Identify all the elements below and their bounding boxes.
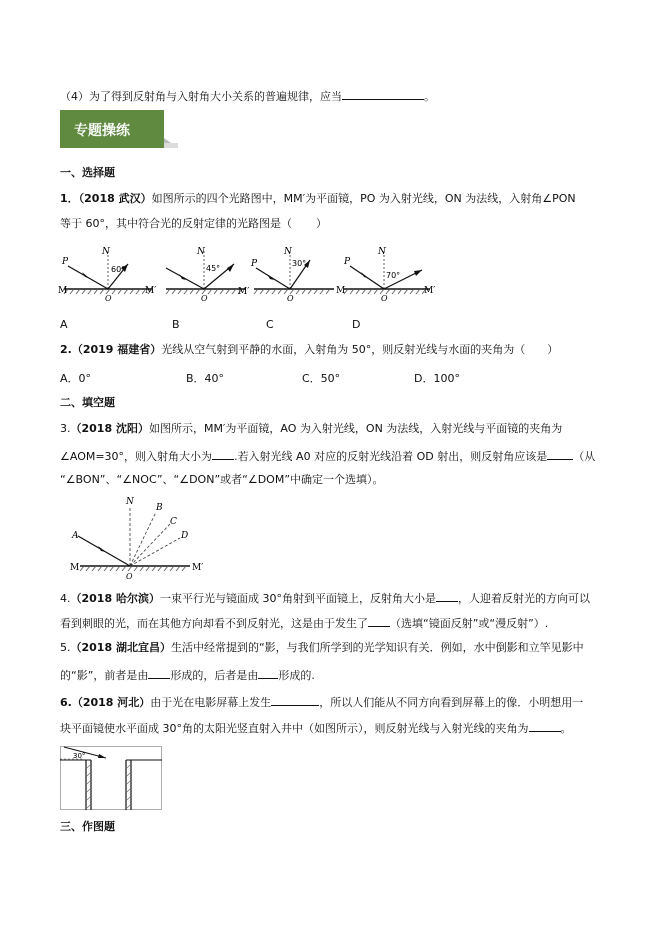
q3-fig-label-n: N	[126, 497, 134, 507]
q3-blank-2	[547, 448, 573, 460]
section-heading-3: 三、作图题	[60, 820, 115, 833]
q3-fig-label-a: A	[72, 531, 79, 541]
q4-line-2: 看到刺眼的光，而在其他方向却看不到反射光，这是由于发生了 （选填“镜面反射”或“漫反射”）.	[60, 617, 549, 630]
q2-option-b: B．40°	[186, 372, 225, 385]
q4-blank-2	[368, 615, 390, 627]
fig-b-label-o: O	[201, 294, 208, 302]
q3-source: （2018 沈阳）	[70, 422, 149, 435]
q3-fig-label-d: D	[181, 531, 189, 541]
q4-blank	[342, 88, 424, 100]
q6-fig-angle: 30°	[73, 752, 86, 760]
fig-c-label-o: O	[287, 294, 294, 302]
fig-b-angle: 45°	[206, 264, 221, 273]
fig-d-label-m: M	[336, 286, 346, 296]
q3-fig-label-m: M	[70, 563, 80, 573]
q1-figure-b	[160, 244, 252, 302]
fig-a-label-p: P	[62, 257, 69, 267]
q4-line-1: 4.（2018 哈尔滨）一束平行光与镜面成 30°角射到平面镜上，反射角大小是 ，人迎着反射光的方向可以	[60, 592, 590, 605]
banner-title: 专题操练	[74, 123, 130, 139]
q3-fig-label-b: B	[156, 503, 163, 513]
q3-fig-label-m2: M′	[192, 563, 204, 573]
fig-c-angle: 30°	[292, 259, 307, 268]
fig-a-label-n: N	[102, 247, 110, 257]
fig-b-label-n: N	[197, 247, 205, 257]
q6-source: （2018 河北）	[71, 696, 151, 709]
q1-option-c: C	[266, 318, 274, 331]
q3-line-3: “∠BON”、“∠NOC”、“∠DON”或者“∠DOM”中确定一个选填）。	[60, 473, 384, 486]
q6-line-1: 6.（2018 河北）由于光在电影屏幕上发生 ，所以人们能从不同方向看到屏幕上的像．小明想用一	[60, 696, 584, 709]
q5-blank-2	[258, 667, 278, 679]
fig-d-angle: 70°	[386, 271, 401, 280]
fig-a-label-m2: M′	[145, 286, 157, 296]
q5-line-1: 5.（2018 湖北宜昌）生活中经常提到的“影，与我们所学到的光学知识有关．例如，水中倒影和立竿见影中	[60, 641, 584, 654]
q3-figure	[60, 494, 210, 582]
q1-line-2: 等于 60°，其中符合光的反射定律的光路图是（ ）	[60, 217, 327, 230]
q3-blank-1	[212, 448, 234, 460]
q6-num: 6.	[60, 696, 72, 709]
q2-option-c: C．50°	[302, 372, 341, 385]
q2-source: （2019 福建省）	[71, 343, 162, 356]
q1-source: （2018 武汉）	[78, 192, 152, 205]
fig-d-label-n: N	[378, 247, 386, 257]
fig-d-label-p: P	[344, 257, 351, 267]
section-heading-1: 一、选择题	[60, 166, 115, 179]
q3-fig-label-o: O	[126, 572, 133, 581]
q1-figure-d	[336, 244, 436, 302]
q2-option-a: A．0°	[60, 372, 92, 385]
fig-d-label-m2: M′	[424, 286, 436, 296]
q5-blank-1	[148, 667, 170, 679]
q1-figure-a	[58, 244, 158, 302]
q4-source: （2018 哈尔滨）	[70, 592, 160, 605]
q1-option-d: D	[352, 318, 361, 331]
q5-source: （2018 湖北宜昌）	[70, 641, 171, 654]
section-heading-2: 二、填空题	[60, 396, 115, 409]
q4-cont-line: （4）为了得到反射角与入射角大小关系的普遍规律，应当 。	[60, 90, 435, 103]
q5-num: 5.	[60, 641, 71, 654]
fig-c-label-n: N	[284, 247, 292, 257]
topic-banner	[60, 110, 164, 148]
q3-line-2: ∠AOM=30°，则入射角大小为 .若入射光线 A0 对应的反射光线沿着 OD 射出，则反射角应该是 （从	[60, 450, 596, 463]
q1-figure-c	[248, 244, 340, 302]
q4-num: 4.	[60, 592, 71, 605]
q6-well-figure	[60, 746, 162, 810]
fig-d-label-o: O	[381, 294, 388, 302]
q4-blank-1	[436, 590, 458, 602]
q6-line-2: 块平面镜使水平面成 30°角的太阳光竖直射入井中（如图所示），则反射光线与入射光线的夹角为 。	[60, 722, 572, 735]
fig-a-label-m: M	[58, 286, 68, 296]
banner-rule	[164, 143, 178, 148]
q1-line-1: 1．（2018 武汉）如图所示的四个光路图中，MM′为平面镜，PO 为入射光线，ON 为法线，入射角∠PON	[60, 192, 576, 205]
q6-blank-2	[529, 720, 561, 732]
fig-a-angle: 60°	[111, 265, 126, 274]
fig-c-label-p: P	[251, 259, 258, 269]
q3-num: 3.	[60, 422, 71, 435]
q1-option-b: B	[172, 318, 180, 331]
q1-num: 1．	[60, 192, 79, 205]
q5-line-2: 的“影”，前者是由 形成的，后者是由 形成的.	[60, 669, 315, 682]
q3-line-1: 3.（2018 沈阳）如图所示，MM′为平面镜，AO 为入射光线，ON 为法线，入射光线与平面镜的夹角为	[60, 422, 563, 435]
fig-b-label-m2: M′	[238, 287, 250, 297]
q2-option-d: D．100°	[414, 372, 460, 385]
q3-fig-label-c: C	[170, 517, 177, 527]
fig-a-label-o: O	[105, 294, 112, 302]
q1-option-a: A	[60, 318, 68, 331]
q6-blank-1	[271, 694, 319, 706]
q2-num: 2.	[60, 343, 72, 356]
q2-line: 2.（2019 福建省）光线从空气射到平静的水面，入射角为 50°，则反射光线与水面的夹角为（ ）	[60, 343, 559, 356]
